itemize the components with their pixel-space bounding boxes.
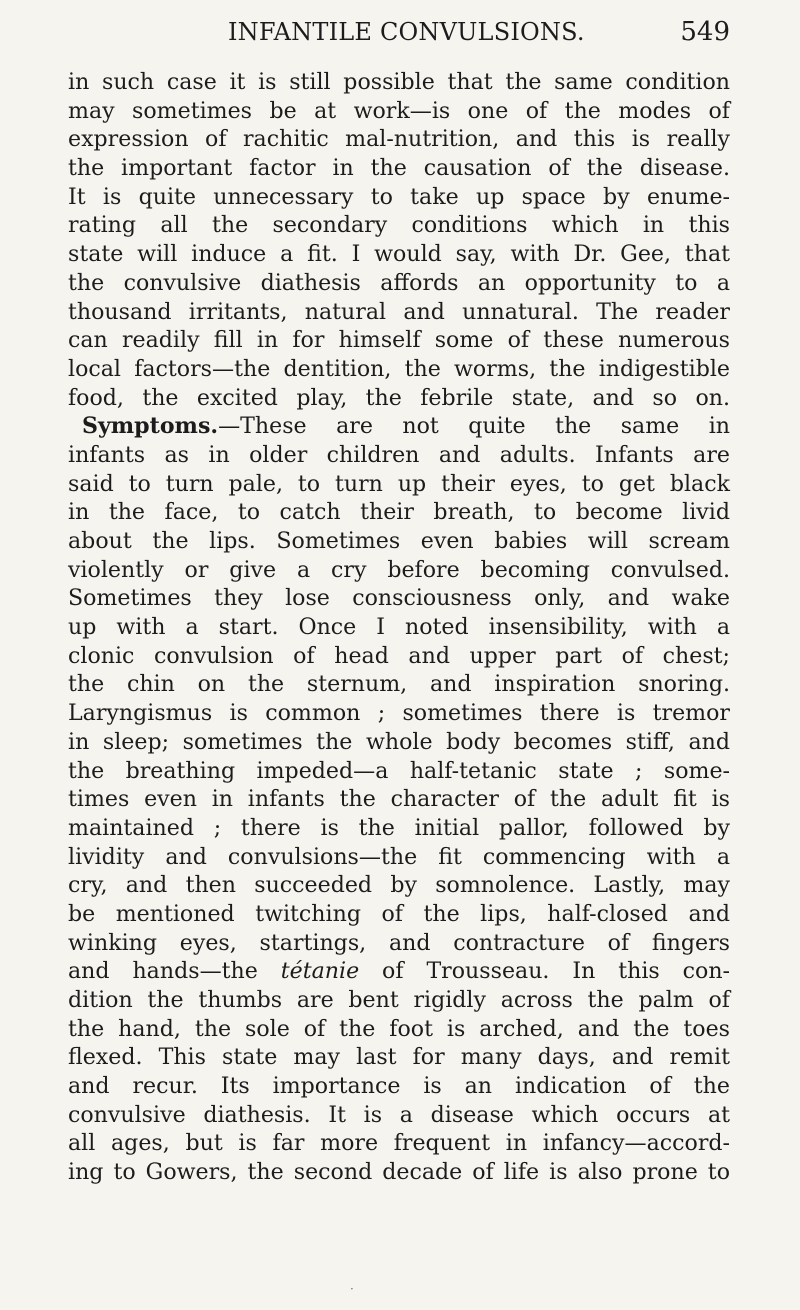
text-line: all ages, but is far more frequent in infancy—accord- <box>68 1130 730 1157</box>
text-line: about the lips. Sometimes even babies will scream <box>68 528 730 554</box>
text-line: in sleep; sometimes the whole body becomes stiff, and <box>68 728 730 755</box>
text-line: and recur. Its importance is an indication of the <box>68 1073 730 1100</box>
text-line: up with a start. Once I noted insensibility, with a <box>68 614 730 641</box>
text-line: lividity and convulsions—the fit commencing with a <box>68 843 730 870</box>
tetanie-term: tétanie <box>280 958 360 985</box>
symptoms-first-line-text: —These are not quite the same in <box>218 413 730 440</box>
text-line: the important factor in the causation of the disease. <box>68 155 730 182</box>
text-line: Sometimes they lose consciousness only, and wake <box>68 585 730 612</box>
text-line: times even in infants the character of the adult fit is <box>68 786 730 813</box>
text-line: clonic convulsion of head and upper part of chest; <box>68 642 730 669</box>
text-line: flexed. This state may last for many days, and remit <box>68 1044 730 1071</box>
text-line: infants as in older children and adults. Infants are <box>68 441 730 468</box>
symptoms-heading: Symptoms. <box>82 413 219 440</box>
page-speck: · <box>350 1282 354 1296</box>
text-line: maintained ; there is the initial pallor, followed by <box>68 814 730 841</box>
text-line: food, the excited play, the febrile state, and so on. <box>68 384 730 411</box>
text-line: be mentioned twitching of the lips, half-closed and <box>68 900 730 927</box>
body-text <box>68 68 730 1187</box>
text-line: the breathing impeded—a half-tetanic state ; some- <box>68 757 730 784</box>
tetanie-line <box>68 957 730 986</box>
text-line: can readily fill in for himself some of these numerous <box>68 327 730 354</box>
text-line: It is quite unnecessary to take up space by enume- <box>68 183 730 210</box>
text-line: local factors—the dentition, the worms, the indigestible <box>68 355 730 382</box>
text-line: the chin on the sternum, and inspiration snoring. <box>68 671 730 698</box>
text-line: in such case it is still possible that the same condition <box>68 69 730 95</box>
text-line: expression of rachitic mal-nutrition, and this is really <box>68 126 730 153</box>
text-line: winking eyes, startings, and contracture of fingers <box>68 929 730 956</box>
tetanie-pre-text: and hands—the <box>68 958 281 985</box>
text-line: dition the thumbs are bent rigidly across the palm of <box>68 987 730 1013</box>
text-line: in the face, to catch their breath, to become livid <box>68 499 730 526</box>
text-line: thousand irritants, natural and unnatural. The reader <box>68 298 730 325</box>
text-line: said to turn pale, to turn up their eyes, to get black <box>68 470 730 497</box>
text-line: the hand, the sole of the foot is arched, and the toes <box>68 1015 730 1042</box>
text-line: ing to Gowers, the second decade of life is also prone to <box>68 1159 730 1186</box>
text-line: state will induce a fit. I would say, with Dr. Gee, that <box>68 241 730 268</box>
running-head: INFANTILE CONVULSIONS. <box>228 18 585 46</box>
text-line: rating all the secondary conditions which in this <box>68 212 730 239</box>
symptoms-paragraph-start <box>68 412 730 441</box>
text-line: violently or give a cry before becoming convulsed. <box>68 556 730 583</box>
text-line: may sometimes be at work—is one of the modes of <box>68 97 730 124</box>
text-line: Laryngismus is common ; sometimes there is tremor <box>68 700 730 727</box>
text-line: the convulsive diathesis affords an opportunity to a <box>68 269 730 296</box>
page-header <box>68 12 730 54</box>
page-number: 549 <box>680 17 730 47</box>
text-line: cry, and then succeeded by somnolence. Lastly, may <box>68 872 730 899</box>
tetanie-post-text: of Trousseau. In this con- <box>359 958 731 985</box>
text-line: convulsive diathesis. It is a disease which occurs at <box>68 1101 730 1128</box>
